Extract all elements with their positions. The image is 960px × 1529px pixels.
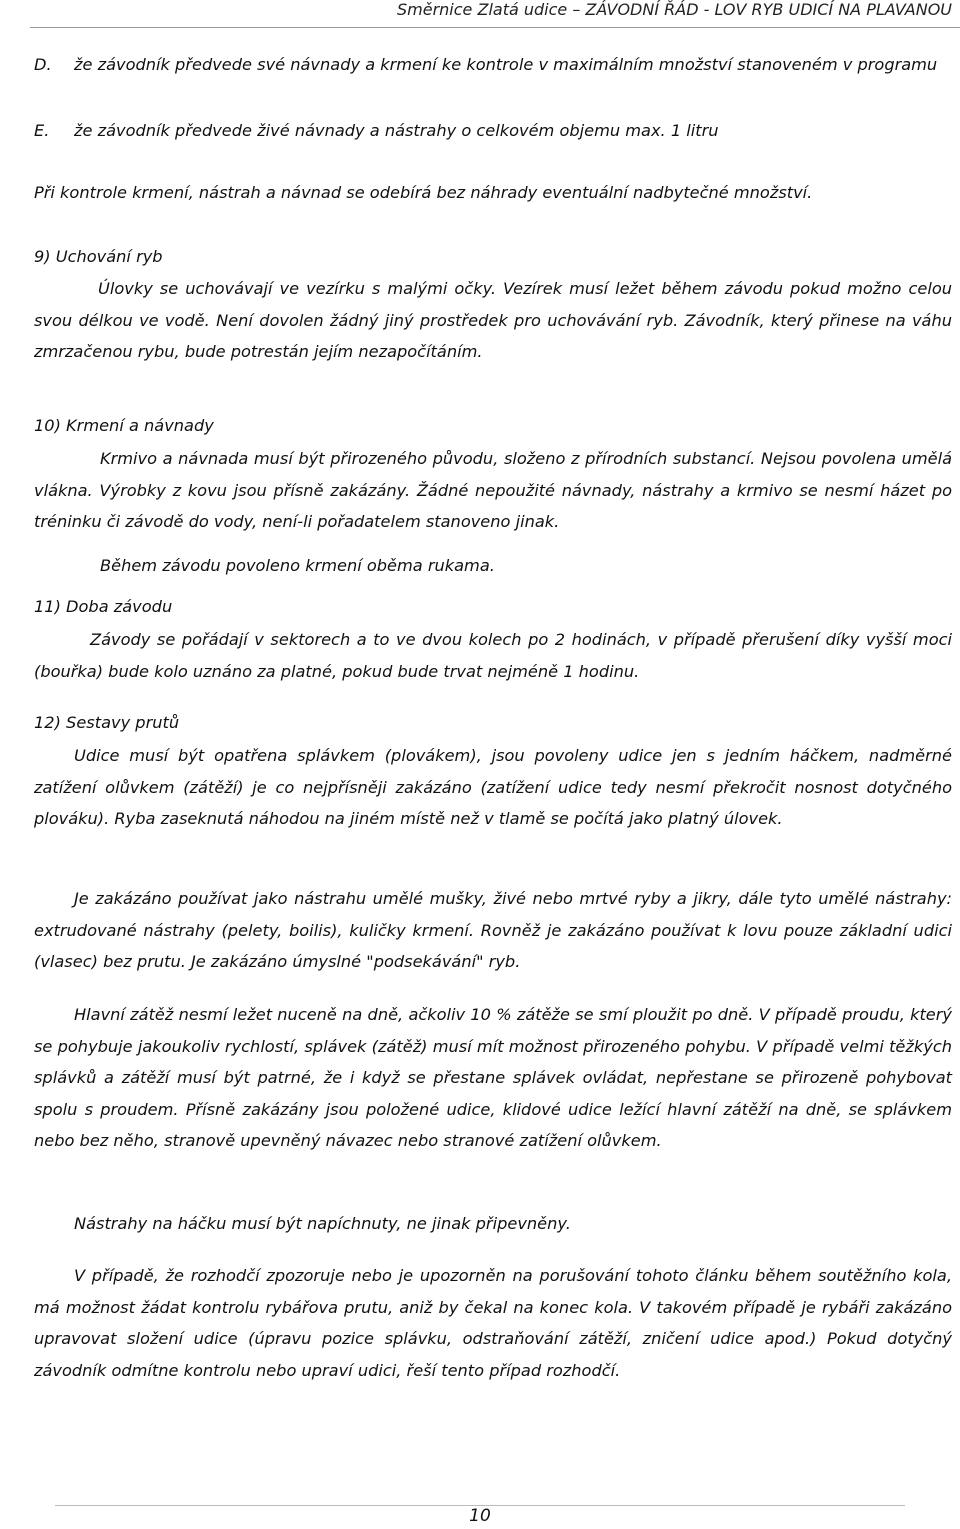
section-heading-12: 12) Sestavy prutů — [34, 713, 180, 732]
section-10-p2: Během závodu povoleno krmení oběma rukama. — [100, 556, 495, 575]
section-11-text: Závody se pořádají v sektorech a to ve dvou kolech po 2 hodinách, v případě přerušení díky vyšší moci (bouřka) bude kolo uznáno za platné, pokud bude trvat nejméně 1 hodinu. — [34, 630, 952, 681]
list-d — [34, 49, 952, 81]
list-text: že závodník předvede své návnady a krmení ke kontrole v maximálním množství stanoveném v programu — [74, 55, 938, 74]
list-letter: E. — [34, 121, 50, 140]
page-number: 10 — [469, 1506, 491, 1526]
paragraph-control: Při kontrole krmení, nástrah a návnad se odebírá bez náhrady eventuální nadbytečné množství. — [34, 183, 813, 202]
section-12-p1: Udice musí být opatřena splávkem (plovákem), jsou povoleny udice jen s jedním háčkem, nadměrné zatížení olůvkem (zátěží) je co nejpřísněji zakázáno (zatížení udice tedy nesmí překročit nosnost dotyčného plováku). Ryba zaseknutá náhodou na jiném místě než v tlamě se počítá jako platný úlovek. — [34, 746, 952, 828]
list-letter: D. — [34, 55, 52, 74]
section-heading-9: 9) Uchování ryb — [34, 247, 163, 266]
section-heading-11: 11) Doba závodu — [34, 597, 173, 616]
section-12-p4: Nástrahy na háčku musí být napíchnuty, ne jinak připevněny. — [74, 1214, 571, 1233]
section-9-text: Úlovky se uchovávají ve vezírku s malými očky. Vezírek musí ležet během závodu pokud možno celou svou délkou ve vodě. Není dovolen žádný jiný prostředek pro uchovávání ryb. Závodník, který přinese na váhu zmrzačenou rybu, bude potrestán jejím nezapočítáním. — [34, 279, 952, 361]
header-divider — [30, 27, 960, 28]
section-12-p5: V případě, že rozhodčí zpozoruje nebo je upozorněn na porušování tohoto článku během soutěžního kola, má možnost žádat kontrolu rybářova prutu, aniž by čekal na konec kola. V takovém případě je rybáři zakázáno upravovat složení udice (úpravu pozice splávku, odstraňování zátěží, zničení udice apod.) Pokud dotyčný závodník odmítne kontrolu nebo upraví udici, řeší tento případ rozhodčí. — [34, 1266, 952, 1380]
section-12-p3: Hlavní zátěž nesmí ležet nuceně na dně, ačkoliv 10 % zátěže se smí ploužit po dně. V případě proudu, který se pohybuje jakoukoliv rychlostí, splávek (zátěž) musí mít možnost přirozeného pohybu. V případě velmi těžkých splávků a zátěží musí být patrné, že i když se přestane splávek ovládat, nepřestane se přirozeně pohybovat spolu s proudem. Přísně zakázány jsou položené udice, klidové udice ležící hlavní zátěží na dně, se splávkem nebo bez něho, stranově upevněný návazec nebo stranové zatížení olůvkem. — [34, 1005, 952, 1150]
section-10-p1: Krmivo a návnada musí být přirozeného původu, složeno z přírodních substancí. Nejsou povolena umělá vlákna. Výrobky z kovu jsou přísně zakázány. Žádné nepoužité návnady, nástrahy a krmivo se nesmí házet po tréninku či závodě do vody, není-li pořadatelem stanoveno jinak. — [34, 449, 952, 531]
section-heading-10: 10) Krmení a návnady — [34, 416, 214, 435]
section-12-p2: Je zakázáno používat jako nástrahu umělé mušky, živé nebo mrtvé ryby a jikry, dále tyto umělé nástrahy: extrudované nástrahy (pelety, boilis), kuličky krmení. Rovněž je zakázáno používat k lovu pouze základní udici (vlasec) bez prutu. Je zakázáno úmyslné "podsekávání" ryb. — [34, 889, 952, 971]
list-e — [34, 115, 952, 147]
list-text: že závodník předvede živé návnady a nástrahy o celkovém objemu max. 1 litru — [74, 121, 719, 140]
running-header: Směrnice Zlatá udice – ZÁVODNÍ ŘÁD - LOV RYB UDICÍ NA PLAVANOU — [397, 0, 952, 19]
